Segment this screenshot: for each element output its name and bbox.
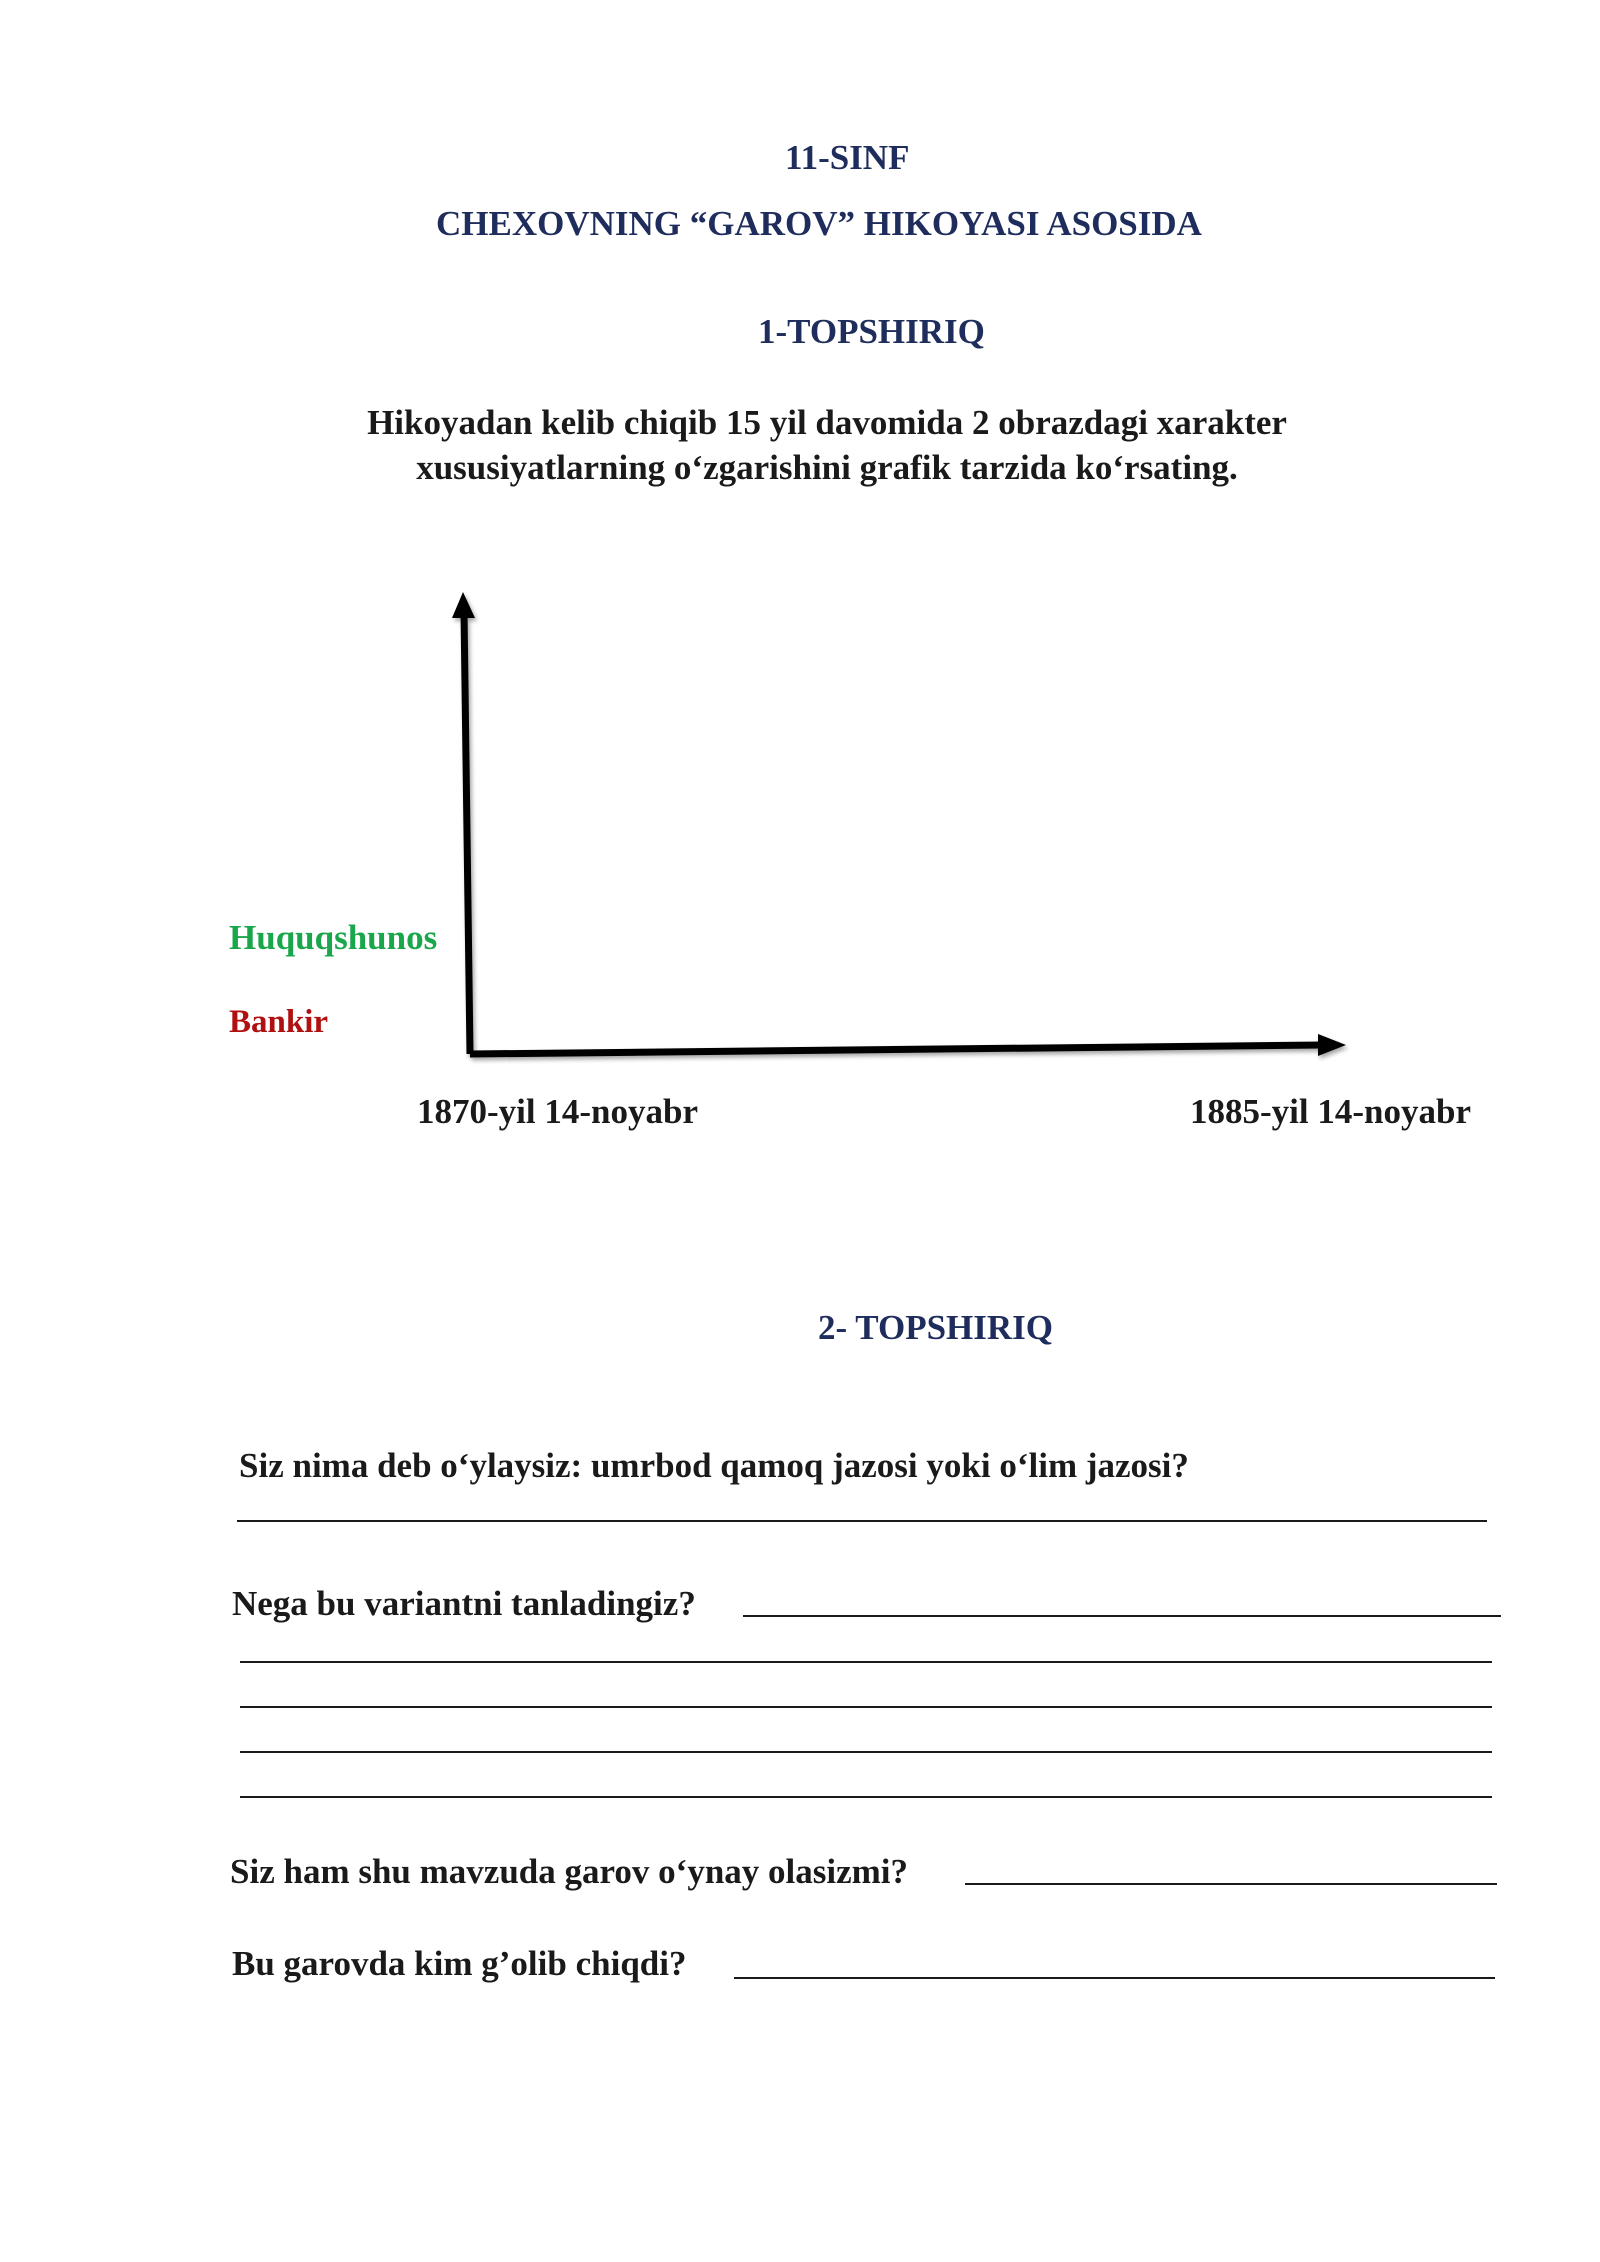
legend-huquqshunos: Huquqshunos	[229, 918, 438, 957]
answer-line-1[interactable]	[237, 1520, 1487, 1522]
answer-line-2b[interactable]	[240, 1661, 1492, 1663]
answer-line-2c[interactable]	[240, 1706, 1492, 1708]
page-title: CHEXOVNING “GAROV” HIKOYASI ASOSIDA	[436, 204, 1202, 243]
question-2: Nega bu variantni tanladingiz?	[232, 1584, 696, 1623]
task1-heading: 1-TOPSHIRIQ	[758, 312, 985, 351]
x-axis-arrowhead	[1318, 1034, 1346, 1056]
answer-line-4[interactable]	[734, 1977, 1495, 1979]
question-4: Bu garovda kim g’olib chiqdi?	[232, 1944, 687, 1983]
task2-heading: 2- TOPSHIRIQ	[818, 1308, 1054, 1347]
task1-instruction-line1: Hikoyadan kelib chiqib 15 yil davomida 2 obrazdagi xarakter	[367, 403, 1287, 442]
answer-line-2d[interactable]	[240, 1751, 1492, 1753]
grade-label: 11-SINF	[785, 138, 910, 177]
answer-line-2a[interactable]	[743, 1615, 1501, 1617]
y-axis	[464, 612, 470, 1054]
answer-line-3[interactable]	[965, 1883, 1497, 1885]
x-start-label: 1870-yil 14-noyabr	[417, 1092, 698, 1131]
task1-instruction-line2: xususiyatlarning o‘zgarishini grafik tarzida ko‘rsating.	[416, 448, 1238, 487]
x-axis	[470, 1045, 1322, 1054]
x-end-label: 1885-yil 14-noyabr	[1190, 1092, 1471, 1131]
y-axis-arrowhead	[452, 592, 475, 618]
legend-bankir: Bankir	[229, 1004, 329, 1040]
question-1: Siz nima deb o‘ylaysiz: umrbod qamoq jazosi yoki o‘lim jazosi?	[239, 1446, 1189, 1485]
question-3: Siz ham shu mavzuda garov o‘ynay olasizmi?	[230, 1852, 909, 1891]
answer-line-2e[interactable]	[240, 1796, 1492, 1798]
